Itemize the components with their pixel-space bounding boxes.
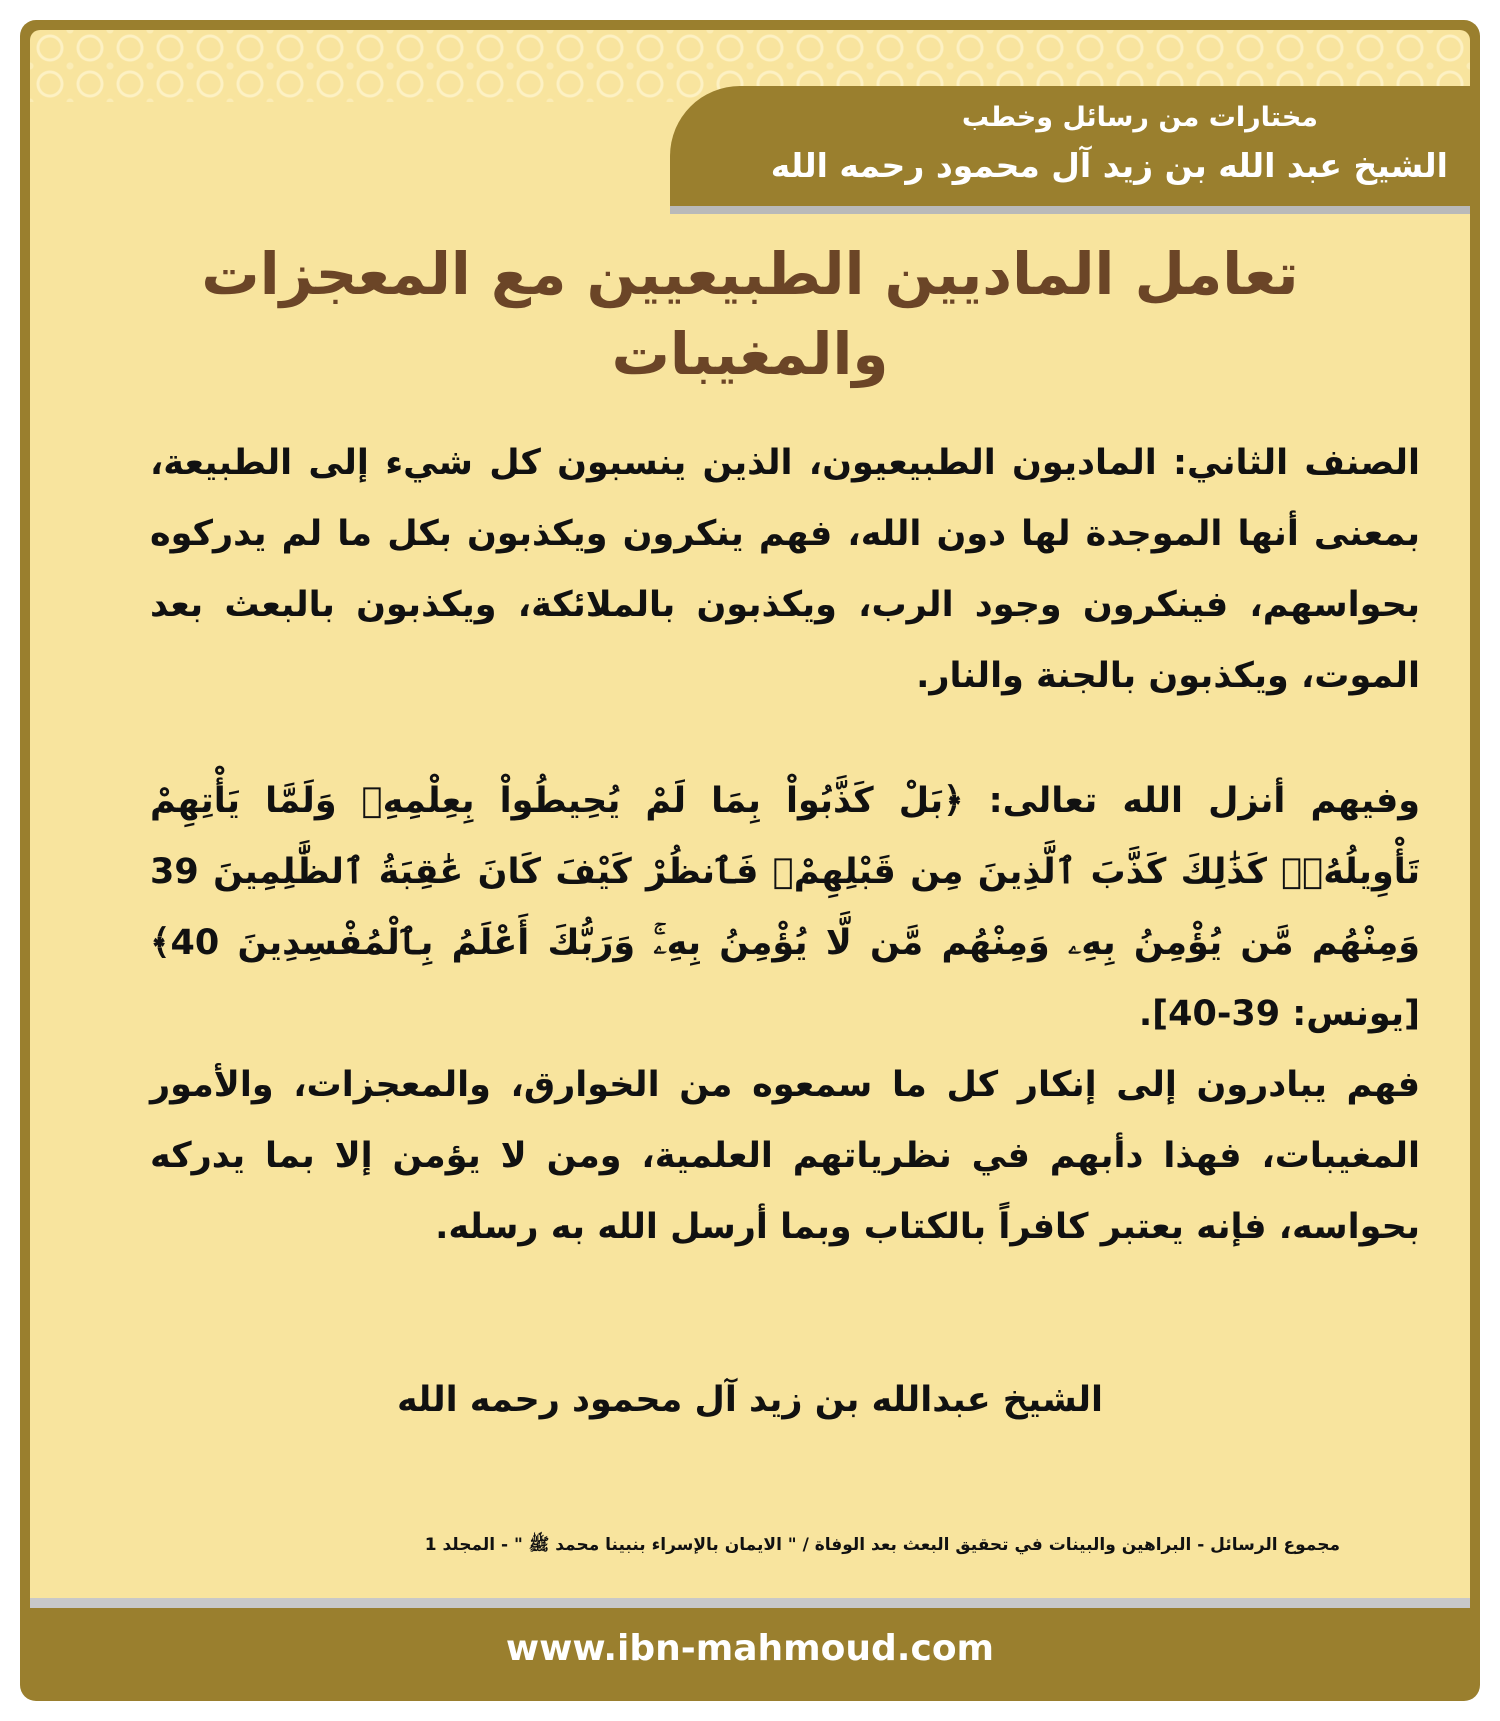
article-body [150,428,1420,1263]
page-frame [20,20,1480,1701]
footer-divider [30,1598,1470,1608]
paragraph-verse: وفيهم أنزل الله تعالى: ﴿بَلْ كَذَّبُواْ بِمَا لَمْ يُحِيطُواْ بِعِلْمِهِۦ وَلَمَّا يَأْتِهِمْ تَأْوِيلُهُۥۚ كَذَٰلِكَ كَذَّبَ ٱلَّذِينَ مِن قَبْلِهِمْۖ فَٱنظُرْ كَيْفَ كَانَ عَٰقِبَةُ ٱلظَّٰلِمِينَ 39 وَمِنْهُم مَّن يُؤْمِنُ بِهِۦ وَمِنْهُم مَّن لَّا يُؤْمِنُ بِهِۦۚ وَرَبُّكَ أَعْلَمُ بِٱلْمُفْسِدِينَ 40﴾ [يونس: 39-40]. [150,781,1420,1034]
footer-website[interactable]: www.ibn-mahmoud.com [505,1628,995,1669]
paragraph-intro: الصنف الثاني: الماديون الطبيعيون، الذين ينسبون كل شيء إلى الطبيعة، بمعنى أنها الموجدة لها دون الله، فهم ينكرون ويكذبون بكل ما لم يدركوه بحواسهم، فينكرون وجود الرب، ويكذبون بالملائكة، ويكذبون بالبعث بعد الموت، ويكذبون بالجنة والنار. [150,443,1420,696]
header-subtitle: مختارات من رسائل وخطب [961,102,1318,133]
header-author: الشيخ عبد الله بن زيد آل محمود رحمه الله [770,146,1448,185]
source-reference: مجموع الرسائل - البراهين والبينات في تحقيق البعث بعد الوفاة / " الايمان بالإسراء بنبينا محمد ﷺ " - المجلد 1 [424,1535,1340,1555]
header-banner [670,86,1470,206]
paragraph-gap [150,712,1420,766]
article-title: تعامل الماديين الطبيعيين مع المعجزات والمغيبات [201,240,1299,388]
paragraph-conclusion: فهم يبادرون إلى إنكار كل ما سمعوه من الخوارق، والمعجزات، والأمور المغيبات، فهذا دأبهم في نظرياتهم العلمية، ومن لا يؤمن إلا بما يدركه بحواسه، فإنه يعتبر كافراً بالكتاب وبما أرسل الله به رسله. [150,1065,1420,1247]
header-text [688,96,1448,192]
author-signature: الشيخ عبدالله بن زيد آل محمود رحمه الله [396,1380,1104,1420]
content-panel [30,30,1470,1598]
